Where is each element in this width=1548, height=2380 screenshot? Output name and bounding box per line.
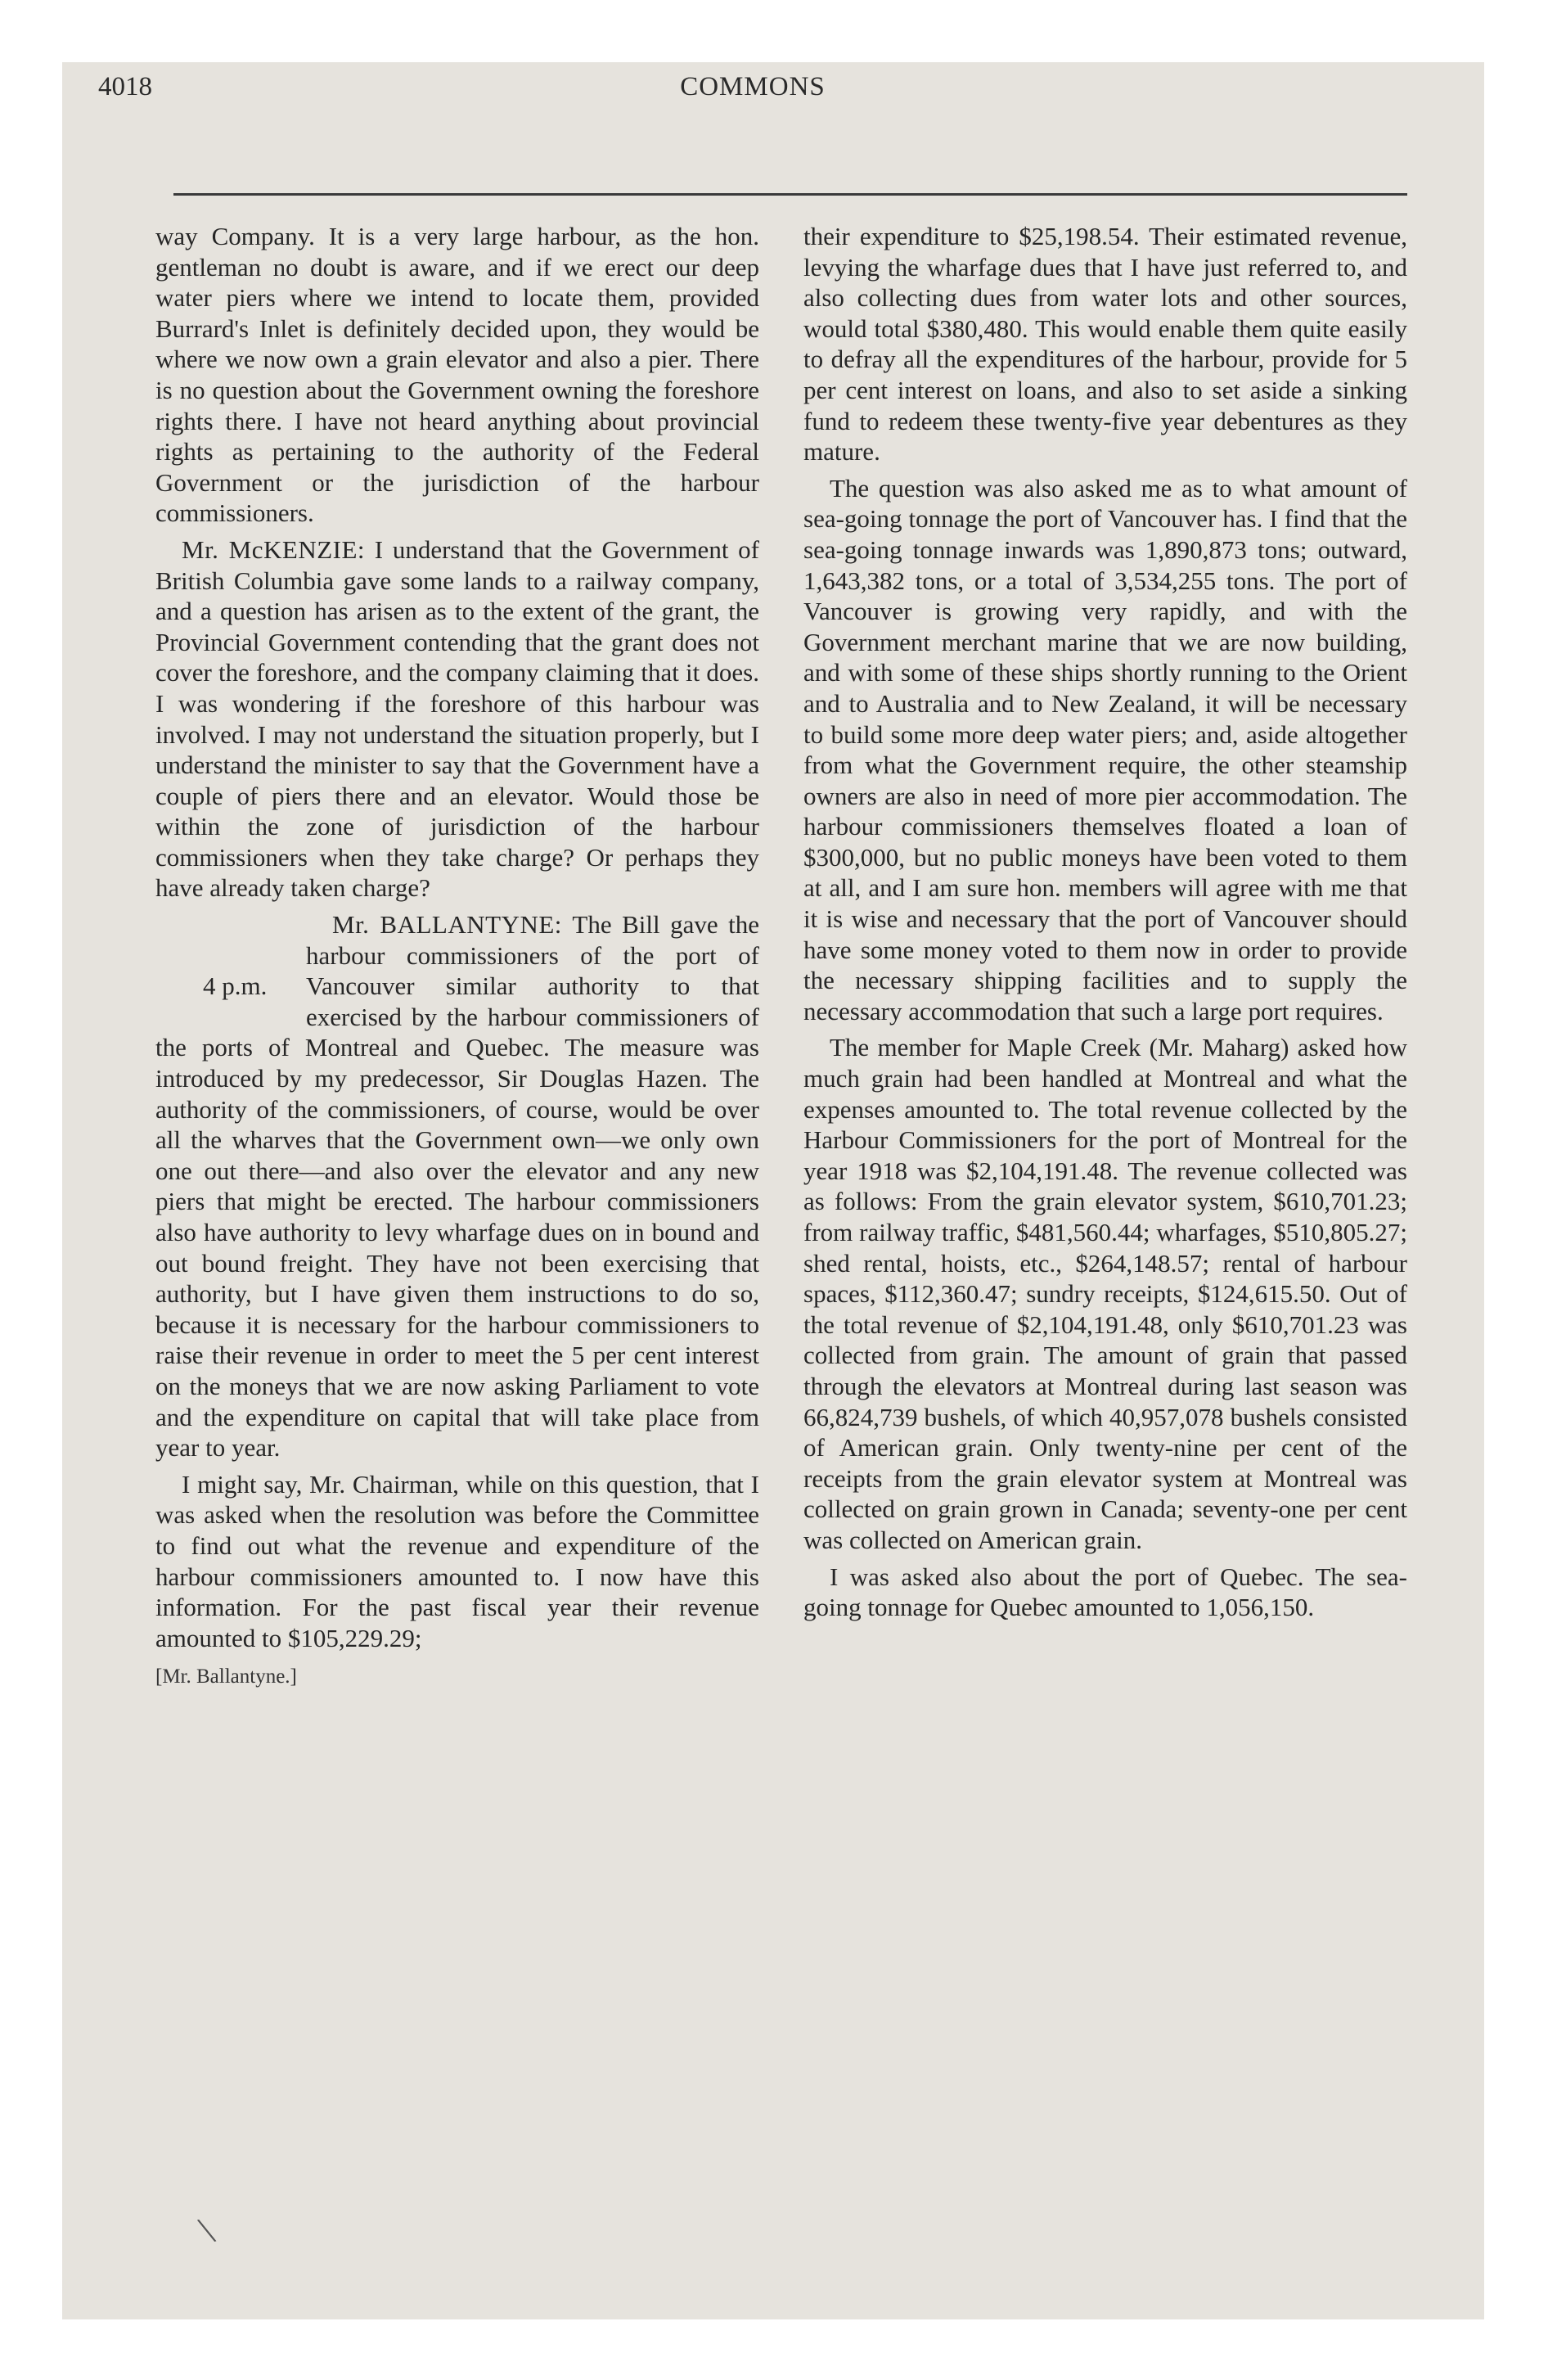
- speaker-name: Mr. BALLANTYNE:: [332, 910, 562, 940]
- margin-time: 4 p.m.: [203, 971, 268, 1001]
- page-header: [98, 72, 1407, 121]
- running-head: COMMONS: [680, 72, 826, 101]
- paragraph: The question was also asked me as to what amount of sea-going tonnage the port of Vancouver has. I find that the sea-going tonnage inwards was 1,890,873 tons; outward, 1,643,382 tons, or a total of 3,534,255 tons. The port of Vancouver is growing very rapidly, and with the Government merchant marine that we are now building, and with some of these ships shortly running to the Orient and to Australia and to New Zealand, it will be necessary to build some more deep water piers; and, aside altogether from what the Government require, the other steamship owners are also in need of more pier accommodation. The harbour commissioners themselves floated a loan of $300,000, but no public moneys have been voted to them at all, and I am sure hon. members will agree with me that it is wise and necessary that the port of Vancouver should have some money voted to them now in order to provide the necessary shipping facilities and to supply the necessary accommodation that such a large port requires.: [803, 473, 1407, 1025]
- paragraph: The member for Maple Creek (Mr. Maharg) asked how much grain had been handled at Montreal and what the expenses amounted to. The total revenue collected by the Harbour Commissioners for the port of Montreal for the year 1918 was $2,104,191.48. The revenue collected was as follows: From the grain elevator system, $610,701.23; from railway traffic, $481,560.44; wharfages, $510,805.27; shed rental, hoists, etc., $264,148.57; rental of harbour spaces, $112,360.47; sundry receipts, $124,615.50. Out of the total revenue of $2,104,191.48, only $610,701.23 was collected from grain. The amount of grain that passed through the elevators at Montreal during last season was 66,824,739 bushels, of which 40,957,078 bushels consisted of American grain. Only twenty-nine per cent of the receipts from the grain elevator system at Montreal was collected on grain grown in Canada; seventy-one per cent was collected on American grain.: [803, 1033, 1407, 1554]
- paragraph-text: The Bill gave the harbour commissioners of the port of Vancouver similar authority to that exercised by the harbour commissioners of the ports of Montreal and Quebec. The measure was introduced by my predecessor, Sir Douglas Hazen. The authority of the commissioners, of course, would be over all the wharves that the Government own—we only own one out there—and also over the elevator and any new piers that might be erected. The harbour commissioners also have authority to levy wharfage dues on in bound and out bound freight. They have not been exercising that authority, but I have given them instructions to do so, because it is necessary for the harbour commissioners to raise their revenue in order to meet the 5 per cent interest on the moneys that we are now asking Parliament to vote and the expenditure on capital that will take place from year to year.: [155, 910, 759, 1463]
- paragraph-text: I understand that the Government of British Columbia gave some lands to a railway company, and a question has arisen as to the extent of the grant, the Provincial Government contending that the grant does not cover the foreshore, and the company claiming that it does. I was wondering if the foreshore of this harbour was involved. I may not understand the situation properly, but I understand the minister to say that the Government have a couple of piers there and an elevator. Would those be within the zone of jurisdiction of the harbour commissioners when they take charge? Or perhaps they have already taken charge?: [155, 534, 759, 903]
- paragraph: [155, 909, 759, 1463]
- speaker-name: Mr. McKENZIE:: [182, 534, 366, 564]
- margin-note: [155, 909, 306, 1032]
- page-number: 4018: [98, 72, 152, 101]
- paragraph: I was asked also about the port of Quebec. The sea-going tonnage for Quebec amounted to 1,056,150.: [803, 1562, 1407, 1622]
- footer-speaker-label: [Mr. Ballantyne.]: [155, 1666, 297, 1688]
- left-column: [155, 221, 759, 1693]
- paragraph: their expenditure to $25,198.54. Their estimated revenue, levying the wharfage dues that I have just referred to, and also collecting dues from water lots and other sources, would total $380,480. This would enable them quite easily to defray all the expenditures of the harbour, provide for 5 per cent interest on loans, and also to set aside a sinking fund to redeem these twenty-five year debentures as they mature.: [803, 222, 1407, 467]
- paragraph: I might say, Mr. Chairman, while on this question, that I was asked when the resolution was before the Committee to find out what the revenue and expenditure of the harbour commissioners amounted to. I now have this information. For the past fiscal year their revenue amounted to $105,229.29;: [155, 1469, 759, 1652]
- paragraph: way Company. It is a very large harbour, as the hon. gentleman no doubt is aware, and if we erect our deep water piers where we intend to locate them, provided Burrard's Inlet is definitely decided upon, they would be where we now own a grain elevator and also a pier. There is no question about the Government owning the foreshore rights there. I have not heard anything about provincial rights as pertaining to the authority of the Federal Government or the jurisdiction of the harbour commissioners.: [155, 222, 759, 528]
- paragraph: [155, 534, 759, 904]
- stray-pen-mark: \: [194, 2208, 220, 2253]
- right-column: [803, 221, 1407, 1629]
- header-rule: [173, 193, 1407, 196]
